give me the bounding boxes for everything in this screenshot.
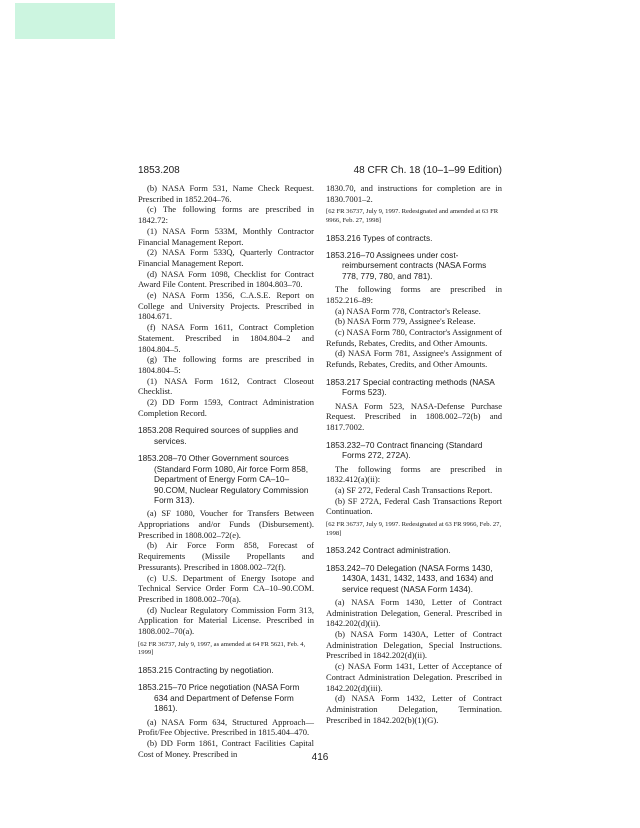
paragraph: (a) SF 272, Federal Cash Transactions Report.	[335, 484, 493, 495]
paragraph: (b) NASA Form 779, Assignee's Release.	[335, 316, 476, 327]
paragraph: (2) NASA Form 533Q, Quarterly Contractor Financial Management Report.	[138, 247, 314, 268]
citation: [62 FR 36737, July 9, 1997, as amended at 64 FR 5621, Feb. 4, 1999]	[138, 640, 306, 657]
section-heading: 1853.216–70 Assignees under cost-reimbursement contracts (NASA Forms 778, 779, 780, and 781).	[326, 250, 487, 281]
section-heading: 1853.208–70 Other Government sources (Standard Form 1080, Air force Form 858, Department of Energy Form CA–10–90.COM, Nuclear Regulatory Commission Form 313).	[138, 453, 309, 505]
paragraph: (c) NASA Form 1431, Letter of Acceptance of Contract Administration Delegation. Prescribed in 1842.202(d)(iii).	[326, 661, 502, 693]
section-heading: 1853.232–70 Contract financing (Standard Forms 272, 272A).	[326, 439, 483, 461]
paragraph: (d) NASA Form 1098, Checklist for Contract Award File Content. Prescribed in 1804.803–70.	[138, 268, 314, 290]
running-head-section: 1853.208	[138, 165, 180, 176]
paragraph: (d) NASA Form 781, Assignee's Assignment of Refunds, Rebates, Credits, and Other Amounts.	[326, 348, 502, 370]
paragraph: (c) NASA Form 780, Contractor's Assignment of Refunds, Rebates, Credits, and Other Amounts.	[326, 327, 502, 348]
section-heading: 1853.217 Special contracting methods (NASA Forms 523).	[326, 376, 495, 398]
paragraph: (b) SF 272A, Federal Cash Transactions Report Continuation.	[326, 495, 502, 517]
paragraph: (c) U.S. Department of Energy Isotope and Technical Service Order Form CA–10–90.COM. Prescribed in 1808.002–70(a).	[138, 572, 314, 604]
paragraph: (d) NASA Form 1432, Letter of Contract Administration Delegation, Termination. Prescribed in 1842.202(b)(1)(G).	[326, 693, 502, 725]
paragraph: (1) NASA Form 533M, Monthly Contractor Financial Management Report.	[138, 225, 314, 247]
paragraph: (g) The following forms are prescribed in 1804.804–5:	[138, 354, 314, 375]
paragraph: (e) NASA Form 1356, C.A.S.E. Report on College and University Projects. Prescribed in 1804.671.	[138, 290, 314, 322]
paragraph: (c) The following forms are prescribed in 1842.72:	[138, 204, 314, 226]
corner-tab	[15, 3, 115, 39]
paragraph: (b) Air Force Form 858, Forecast of Requirements (Missile Propellants and Pressurants). Prescribed in 1808.002–72(f).	[138, 540, 314, 572]
paragraph: (f) NASA Form 1611, Contract Completion Statement. Prescribed in 1804.804–2 and 1804.804–5.	[138, 322, 314, 354]
paragraph: (b) DD Form 1861, Contract Facilities Capital Cost of Money. Prescribed in	[138, 737, 314, 759]
section-heading: 1853.242 Contract administration.	[326, 545, 451, 556]
section-heading: 1853.215 Contracting by negotiation.	[138, 664, 274, 675]
citation: [62 FR 36737, July 9, 1997. Redesignated at 63 FR 9966, Feb. 27, 1998]	[326, 521, 502, 537]
paragraph: The following forms are prescribed in 1852.216–89:	[326, 284, 502, 305]
paragraph: (a) NASA Form 778, Contractor's Release.	[335, 305, 481, 316]
citation: [62 FR 36737, July 9, 1997. Redesignated and amended at 63 FR 9966, Feb. 27, 1998]	[326, 208, 499, 224]
paragraph: (a) NASA Form 1430, Letter of Contract Administration Delegation, General. Prescribed in 1842.202(d)(ii).	[326, 596, 502, 629]
paragraph: (a) NASA Form 634, Structured Approach—Profit/Fee Objective. Prescribed in 1815.404–470.	[138, 716, 314, 738]
paragraph: (b) NASA Form 1430A, Letter of Contract Administration Delegation, Special Instructions. Prescribed in 1842.202(d)(ii).	[326, 629, 502, 661]
paragraph: (b) NASA Form 531, Name Check Request. Prescribed in 1852.204–76.	[138, 183, 314, 204]
paragraph: The following forms are prescribed in 1832.412(a)(ii):	[326, 463, 502, 485]
paragraph: 1830.70, and instructions for completion are in 1830.7001–2.	[326, 183, 502, 204]
section-heading: 1853.208 Required sources of supplies and services.	[138, 425, 299, 446]
left-column	[138, 183, 314, 759]
paragraph: NASA Form 523, NASA-Defense Purchase Request. Prescribed in 1808.002–72(b) and 1817.7002.	[326, 400, 502, 433]
paragraph: (2) DD Form 1593, Contract Administration Completion Record.	[138, 397, 314, 418]
right-column	[326, 183, 502, 725]
section-heading: 1853.216 Types of contracts.	[326, 232, 433, 243]
section-heading: 1853.215–70 Price negotiation (NASA Form 634 and Department of Defense Form 1861).	[138, 682, 300, 714]
paragraph: (a) SF 1080, Voucher for Transfers Between Appropriations and/or Funds (Disbursement). Prescribed in 1808.002–72(e).	[138, 508, 314, 540]
running-head-title: 48 CFR Ch. 18 (10–1–99 Edition)	[353, 165, 502, 176]
section-heading: 1853.242–70 Delegation (NASA Forms 1430, 1430A, 1431, 1432, 1433, and 1634) and service request (NASA Form 1434).	[326, 562, 494, 594]
page-number: 416	[311, 752, 329, 763]
paragraph: (d) Nuclear Regulatory Commission Form 313, Application for Material License. Prescribed in 1808.002–70(a).	[138, 604, 314, 637]
paragraph: (1) NASA Form 1612, Contract Closeout Checklist.	[138, 375, 314, 397]
